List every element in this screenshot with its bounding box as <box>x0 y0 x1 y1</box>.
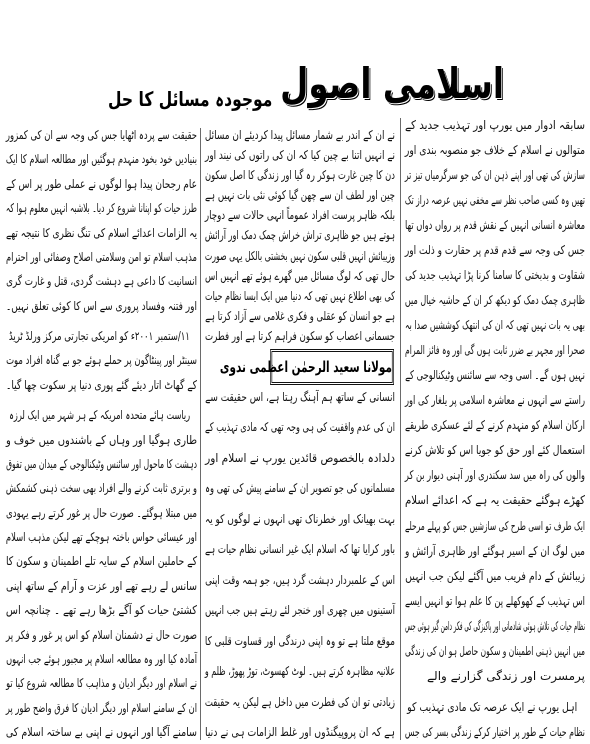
text-line: زیادتی تو ان کی فطرت میں داخل ہے لیکن یہ حقیقت <box>204 694 395 709</box>
column-right <box>405 118 585 740</box>
text-line: یہ الزامات اعدائے اسلام کی تنگ نظری کا نتیجہ تھے <box>5 225 197 240</box>
text-line: اور عیسائی حواس باختہ ہوچکے تھے لیکن مذہب اسلام <box>5 530 197 544</box>
column-middle-top <box>205 128 395 344</box>
text-line: زیبائش کے دام فریب میں آگئے لیکن جب انہیں <box>405 568 585 583</box>
text-line: مذہب اسلام تو امن وسلامتی اصلاح وصفائی اور احترام <box>5 249 197 264</box>
article-title <box>108 40 504 116</box>
text-line: صورت حال نے دشمنان اسلام کو اس پر غور و فکر پر <box>6 627 198 642</box>
text-line: نے انہیں اتنا بے چین کیا کہ ان کی راتوں کی نیند اور <box>205 148 395 163</box>
text-line: ریاست ہائے متحدہ امریکہ کے ہر شہر میں ایک لرزہ <box>9 408 191 423</box>
text-line: و برتری ثابت کرنے والے افراد بھی سخت ذہنی کشمکش <box>5 481 197 496</box>
text-line: استعمال کئے اور حق کو جویا اس کو تلاش کرنے <box>404 443 585 458</box>
text-line: جسمانی اعصاب کو سکون فراہم کرتا ہے اور فطرت <box>205 328 395 343</box>
article-title-main: اسلامی اصول <box>280 59 504 108</box>
text-line: اہل یورپ نے ایک عرصہ تک مادی تہذیب کو <box>407 699 578 714</box>
text-line: ہے کہ ان پروپیگنڈوں اور غلط الزامات ہی نے دنیا <box>205 724 395 739</box>
text-line: ان کے سامنے اسلام اور دیگر ادیان کا فرق واضح طور پر <box>5 700 197 715</box>
text-line: نے اسلام اور دیگر ادیان و مذاہب کا مطالعہ شروع کیا تو <box>6 676 197 691</box>
text-line: میں انہیں ذہنی اطمینان و سکون حاصل ہو ان کی زندگی <box>404 643 585 658</box>
text-line: ہوتے ہیں جو ظاہری تراش خراش چمک دمک اور آرائش <box>204 228 395 243</box>
text-line: آمادہ کیا اور وہ مطالعہ اسلام پر مجبور ہوئے جب انہوں <box>6 651 197 666</box>
text-line: بہت بھیانک اور خطرناک تھی انہوں نے لوگوں کو یہ <box>204 511 395 526</box>
text-line: ان کی عدم واقفیت کی ہی وجہ تھی کہ مادی تہذیب کے <box>205 420 395 435</box>
text-line: راستے سے انہوں نے معاشرہ اسلامی پر یلغار کی اور <box>405 393 585 408</box>
text-line: چین اور لطف ان سے چھن گیا کوئی نئی بات نہیں ہے <box>205 188 395 203</box>
text-line: طرز حیات کو اپنانا شروع کر دیا۔ بلاشبہ انہیں معلوم ہوا کہ <box>5 201 197 216</box>
text-line: ارکان اسلام کو منہدم کرنے کے لئے عسکری طریقے <box>404 418 585 433</box>
text-line: سازش کی تھی اور اپنے ذہن ان کی جو سرگرمیاں تیز تر <box>404 168 585 183</box>
text-line: انسانیت کا داعی ہے دہشت گردی، قتل و غارت گری <box>6 274 197 289</box>
text-line: نظام حیات کے طور پر اختیار کرکے زندگی بسر کی جس <box>404 724 585 739</box>
text-line: نظام حیات کی تلاش ہوئی شادمانی اور پاکیزگی کی فکر دامن گیر ہوئی جس <box>405 618 585 633</box>
text-line: دن کا چین غارت ہوکر رہ گیا اور زندگی کا اصل سکون <box>204 168 395 183</box>
text-line: سامنے آگیا اور انہوں نے اپنی بے ساختہ اسلام کی <box>5 725 197 739</box>
text-line: تھیں وہ کسی صاحب نظر سے مخفی نہیں عرصہ دراز تک <box>404 193 585 208</box>
text-line: میں مبتلا ہوگئے۔ صورت حال پر غور کرتے رہے یہودی <box>6 505 197 520</box>
text-line: حال تھی کہ لوگ مسائل میں گھرے ہوئے تھے انہیں اس <box>205 268 395 283</box>
text-line: پرمسرت اور زندگی گزارنے والے <box>427 668 585 683</box>
author-byline-box: مولانا سعید الرحمٰن اعظمی ندوی <box>270 349 394 385</box>
text-line: بنیادیں خود بخود منہدم ہوگئیں اور مطالعہ اسلام کا ایک <box>5 152 198 167</box>
text-line: موقع ملتا ہے تو وہ اپنی درندگی اور قساوت قلبی کا <box>204 633 395 648</box>
text-line: دلدادہ بالخصوص قائدین یورپ نے اسلام اور <box>205 450 395 465</box>
text-line: کشتیٔ حیات کو آگے بڑھا رہے تھے ۔ چنانچہ اس <box>5 603 198 618</box>
article-title-subtitle: موجودہ مسائل کا حل <box>108 87 273 111</box>
text-line: صحرا اور مجہر بے ضرر ثابت ہوں گی اور وہ فائز المرام <box>405 343 585 358</box>
text-line: باور کرایا تھا کہ اسلام ایک غیر انسانی نظام حیات ہے <box>205 542 395 557</box>
column-divider <box>400 118 401 740</box>
text-line: میں لوگ ان کے اسیر ہوگئے اور ظاہری آرائش و <box>405 543 585 558</box>
text-line: اس تہذیب کے کھوکھلے پن کا علم ہوا تو انہیں ایسے <box>404 593 585 608</box>
column-left <box>6 128 197 740</box>
text-line: سابقہ ادوار میں یورپ اور تہذیب جدید کے <box>404 118 585 132</box>
text-line: ظاہری چمک دمک کو دیکھ کر ان کے حاشیہ خیال میں <box>404 293 585 308</box>
text-line: کے گھاٹ اتار دیئے گئے پوری دنیا پر سکوت چھا گیا۔ <box>5 377 198 392</box>
text-line: طاری ہوگیا اور وہاں کے باشندوں میں خوف و <box>5 432 198 447</box>
text-line: نہیں ہوں گے۔ اسی وجہ سے سائنس وٹیکنالوجی کے <box>405 368 585 383</box>
text-line: کے حاملین اسلام کے سایہ تلے اطمینان و سکون کا <box>5 554 198 569</box>
text-line: والوں کی راہ میں سد سکندری اور آہنی دیوار بن کر <box>404 468 585 483</box>
text-line: بھی یہ بات نہیں تھی کہ ان کی انتھک کوششیں صدا بہ <box>405 318 585 333</box>
text-line: معاشرہ انسانی انہیں کے نقش قدم پر رواں دواں تھا <box>405 218 585 233</box>
text-line: حقیقت سے پردہ اٹھایا جس کی وجہ سے ان کی کمزور <box>5 128 198 142</box>
text-line: مسلمانوں کی جو تصویر ان کے سامنے پیش کی تھی وہ <box>205 481 395 496</box>
text-line: کھڑے ہوگئے حقیقت یہ ہے کہ اعدائے اسلام <box>404 493 585 508</box>
text-line: علانیہ مظاہرہ کرتے ہیں۔ لوٹ کھسوٹ، توڑ پھوڑ، ظلم و <box>204 664 395 679</box>
column-divider <box>200 128 201 740</box>
text-line: عام رجحان پیدا ہوا لوگوں نے عملی طور پر اس کے <box>6 176 197 191</box>
text-line: سینٹر اور پینٹاگون پر حملے ہوئے جو بے گناہ افراد موت <box>6 353 197 368</box>
column-middle-bottom <box>205 390 395 740</box>
text-line: ہے جو انسان کو عقلی و فکری غلامی سے آزاد کرتا ہے <box>205 308 395 323</box>
text-line: ایک طرف تو اسی طرح کی سازشیں جس کو پہلے مرحلے <box>405 518 585 533</box>
text-line: ۱۱/ستمبر ۲۰۰۱ء کو امریکی تجارتی مرکز ورلڈ ٹریڈ <box>8 329 190 343</box>
text-line: نے ان کے اندر بے شمار مسائل پیدا کردیئے ان مسائل <box>204 128 395 142</box>
text-line: بلکہ ظاہر پرست افراد عموماً انہی حالات سے دوچار <box>204 208 395 223</box>
text-line: کی بھی اطلاع نہیں تھی کہ دنیا میں ایک ایسا نظام حیات <box>204 288 395 303</box>
text-line: اس کے علمبردار دہشت گرد ہیں، جو ہمہ وقت اپنی <box>205 572 395 587</box>
text-line: جس کی وجہ سے قدم قدم پر حقارت و ذلت اور <box>404 243 585 258</box>
text-line: شقاوت و بدبختی کا سامنا کرنا پڑا تہذیب جدید کی <box>405 268 585 283</box>
text-line: دہشت کا ماحول اور سائنس وٹیکنالوجی کے میدان میں تفوق <box>6 456 198 471</box>
text-line: سانس لے رہے تھے اور عزت و آرام کے ساتھ اپنی <box>5 578 197 593</box>
text-line: انسانی کے ساتھ ہم آہنگ رہتا ہے، اس حقیقت سے <box>205 390 395 404</box>
text-line: آستینوں میں چھری اور خنجر لئے رہتے ہیں جب انہیں <box>205 603 395 618</box>
text-line: وزیبائش انہیں قلبی سکون نہیں بخشتی بالکل یہی صورت <box>204 248 395 263</box>
text-line: اور فتنہ وفساد پروری سے اس کا کوئی تعلق نہیں۔ <box>5 298 197 313</box>
text-line: متوالوں نے اسلام کے خلاف جو منصوبہ بندی اور <box>404 143 585 158</box>
